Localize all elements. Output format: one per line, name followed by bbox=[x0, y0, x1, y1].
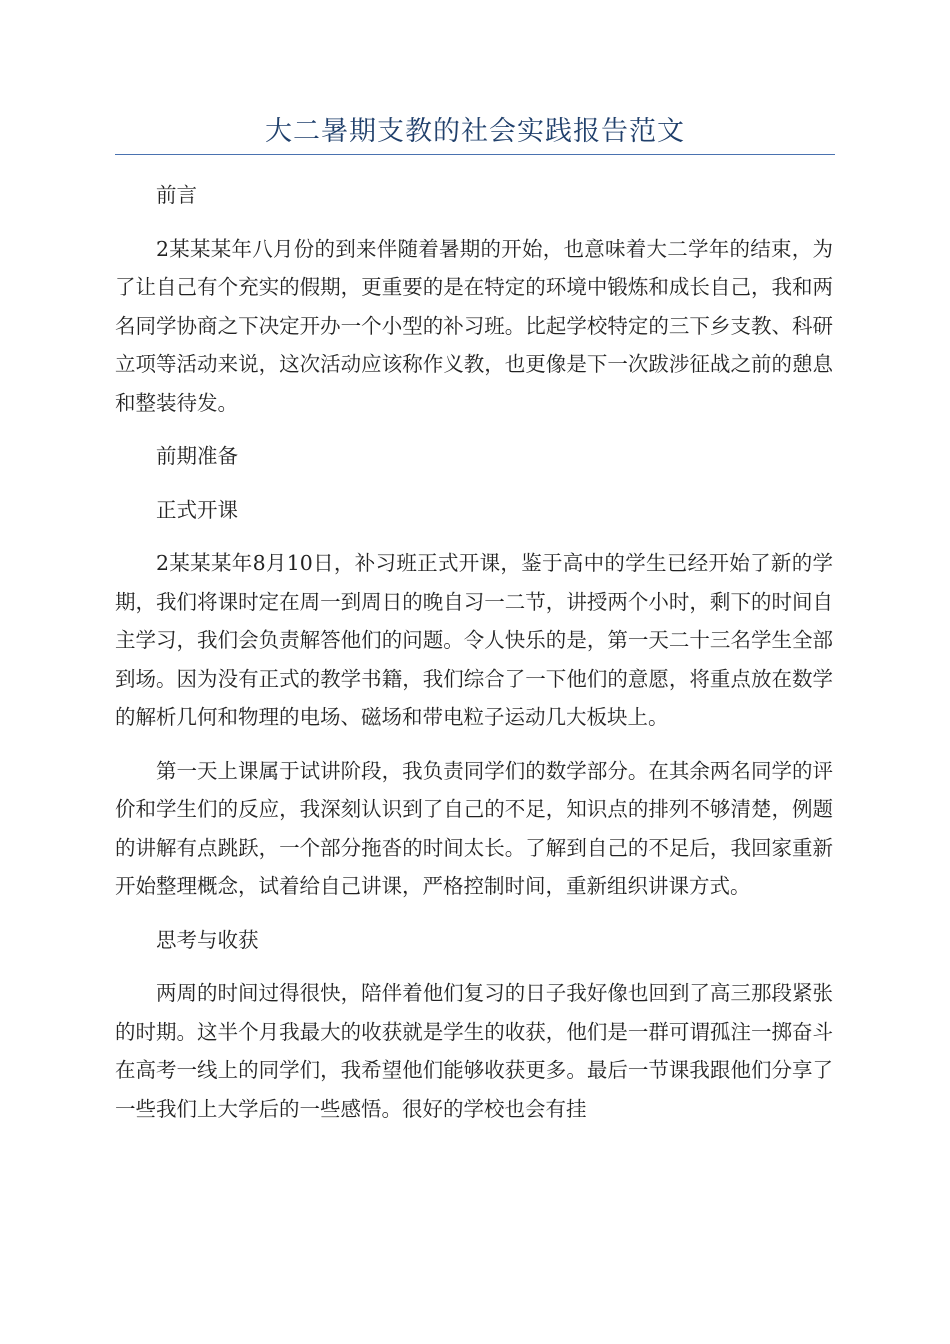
section-heading-reflection: 思考与收获 bbox=[156, 927, 259, 952]
section-heading-preparation: 前期准备 bbox=[156, 444, 238, 468]
paragraph-reflection: 两周的时间过得很快，陪伴着他们复习的日子我好像也回到了高三那段紧张的时期。这半个月我最大的收获就是学生的收获，他们是一群可谓孤注一掷奋斗在高考一线上的同学们，我希望他们能够收获更多。最后一节课我跟他们分享了一些我们上大学后的一些感悟。很好的学校也会有挂 bbox=[115, 981, 833, 1121]
title-underline bbox=[115, 154, 835, 155]
paragraph-intro: 2某某某年八月份的到来伴随着暑期的开始，也意味着大二学年的结束，为了让自己有个充实的假期，更重要的是在特定的环境中锻炼和成长自己，我和两名同学协商之下决定开办一个小型的补习班。比起学校特定的三下乡支教、科研立项等活动来说，这次活动应该称作义教，也更像是下一次跋涉征战之前的憩息和整装待发。 bbox=[115, 236, 833, 415]
section-heading-classes: 正式开课 bbox=[156, 497, 238, 522]
section-heading-preface: 前言 bbox=[156, 183, 197, 207]
document-body bbox=[115, 176, 833, 1143]
paragraph-first-day: 第一天上课属于试讲阶段，我负责同学们的数学部分。在其余两名同学的评价和学生们的反应，我深刻认识到了自己的不足，知识点的排列不够清楚，例题的讲解有点跳跃，一个部分拖沓的时间太长。了解到自己的不足后，我回家重新开始整理概念，试着给自己讲课，严格控制时间，重新组织讲课方式。 bbox=[115, 758, 833, 898]
paragraph-classes: 2某某某年8月10日，补习班正式开课，鉴于高中的学生已经开始了新的学期，我们将课时定在周一到周日的晚自习一二节，讲授两个小时，剩下的时间自主学习，我们会负责解答他们的问题。令人快乐的是，第一天二十三名学生全部到场。因为没有正式的教学书籍，我们综合了一下他们的意愿，将重点放在数学的解析几何和物理的电场、磁场和带电粒子运动几大板块上。 bbox=[115, 551, 833, 729]
document-title: 大二暑期支教的社会实践报告范文 bbox=[265, 116, 685, 147]
